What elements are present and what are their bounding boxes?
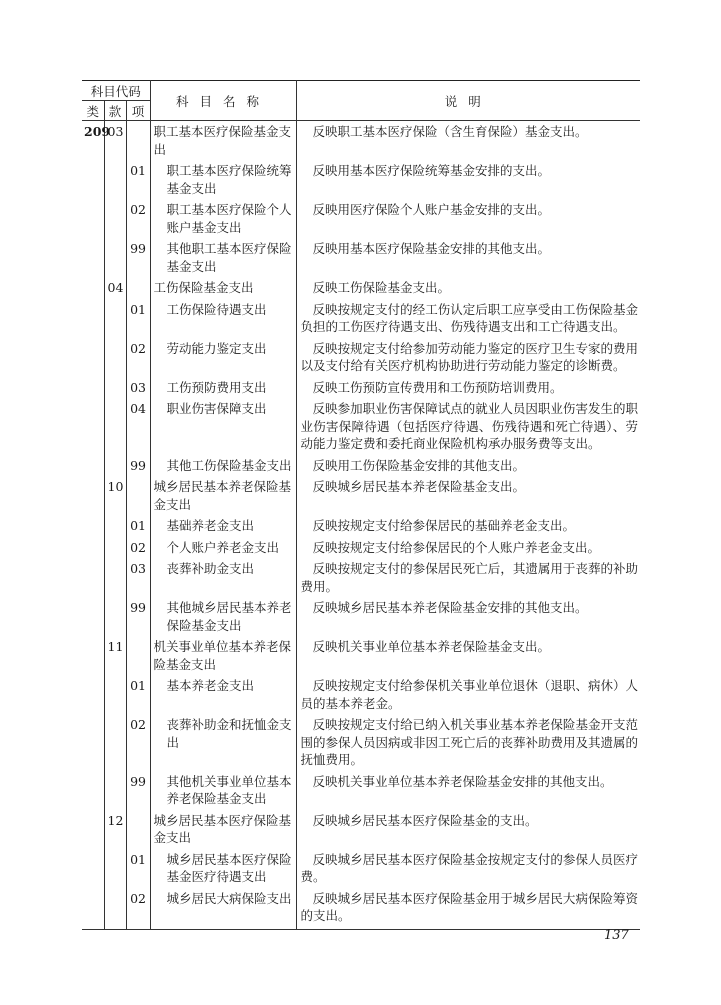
xiang-cell: 01 [126,299,150,338]
description-cell: 反映用基本医疗保险统筹基金安排的支出。 [312,163,551,178]
kuan-cell: 04 [104,277,126,299]
lei-cell: 209 [82,121,104,161]
description-cell: 反映参加职业伤害保障试点的就业人员因职业伤害发生的职业伤害保障待遇（包括医疗待遇、伤残待遇和死亡待遇）、劳动能力鉴定费和委托商业保险机构承办服务费等支出。 [300,401,639,451]
kuan-cell [104,338,126,377]
subject-name-cell: 基础养老金支出 [150,515,296,537]
table-row [82,121,640,161]
lei-cell [82,299,104,338]
kuan-cell [104,377,126,399]
table-row [82,160,640,199]
subject-name-cell: 工伤预防费用支出 [150,377,296,399]
xiang-cell: 02 [126,888,150,930]
xiang-cell: 01 [126,160,150,199]
table-header [82,81,640,121]
table-row [82,636,640,675]
subject-name-cell: 个人账户养老金支出 [150,537,296,559]
kuan-cell: 10 [104,476,126,515]
table-row [82,714,640,771]
xiang-cell: 02 [126,714,150,771]
description-cell: 反映城乡居民基本医疗保险基金用于城乡居民大病保险筹资的支出。 [296,888,640,930]
description-cell: 反映机关事业单位基本养老保险基金安排的其他支出。 [312,773,613,789]
xiang-cell [126,476,150,515]
page-number: 137 [604,928,629,943]
xiang-cell: 99 [126,455,150,477]
description-cell: 反映工伤保险基金支出。 [312,280,451,295]
description-cell: 反映按规定支付给参保居民的基础养老金支出。 [312,518,576,533]
description-cell: 反映按规定支付的参保居民死亡后，其遗属用于丧葬的补助费用。 [300,561,639,594]
table-row [82,377,640,399]
lei-cell [82,597,104,636]
description-cell: 反映用医疗保险个人账户基金安排的支出。 [312,202,551,217]
kuan-cell [104,455,126,477]
description-cell: 反映机关事业单位基本养老保险基金支出。 [312,639,551,654]
table-row [82,597,640,636]
subject-name-cell: 其他工伤保险基金支出 [150,455,296,477]
description-cell: 反映城乡居民基本医疗保险基金的支出。 [312,812,538,828]
subject-name-cell: 城乡居民基本医疗保险基金医疗待遇支出 [150,849,296,888]
lei-cell [82,338,104,377]
lei-cell [82,398,104,455]
kuan-cell [104,537,126,559]
lei-cell [82,377,104,399]
kuan-cell [104,714,126,771]
budget-subject-table [82,80,640,930]
lei-cell [82,714,104,771]
xiang-cell: 99 [126,597,150,636]
table-body [82,121,640,930]
kuan-cell [104,515,126,537]
subject-name-cell: 其他城乡居民基本养老保险基金支出 [150,597,296,636]
lei-cell [82,515,104,537]
kuan-header: 款 [104,101,126,121]
subject-name-cell: 工伤保险待遇支出 [150,299,296,338]
subject-name-cell: 城乡居民大病保险支出 [150,888,296,930]
kuan-cell [104,888,126,930]
description-cell: 反映按规定支付给参保机关事业单位退休（退职、病休）人员的基本养老金。 [300,678,639,711]
kuan-cell [104,558,126,597]
subject-name-cell: 职工基本医疗保险统筹基金支出 [150,160,296,199]
table-row [82,199,640,238]
lei-cell [82,849,104,888]
description-cell: 反映城乡居民基本养老保险基金安排的其他支出。 [312,600,588,615]
xiang-cell: 02 [126,537,150,559]
lei-cell [82,771,104,810]
subject-name-cell: 其他机关事业单位基本养老保险基金支出 [150,771,296,810]
lei-cell [82,455,104,477]
table-row [82,771,640,810]
kuan-cell [104,771,126,810]
description-cell: 反映用基本医疗保险基金安排的其他支出。 [312,241,551,256]
subject-name-cell: 工伤保险基金支出 [150,277,296,299]
description-cell: 反映城乡居民基本养老保险基金支出。 [312,479,526,494]
table-row [82,455,640,477]
kuan-cell [104,597,126,636]
table-row [82,398,640,455]
subject-name-cell: 职工基本医疗保险基金支出 [150,121,296,161]
lei-cell [82,160,104,199]
xiang-cell: 01 [126,515,150,537]
subject-name-cell: 城乡居民基本养老保险基金支出 [150,476,296,515]
table-row [82,888,640,930]
xiang-cell: 99 [126,238,150,277]
table-row [82,338,640,377]
kuan-cell [104,199,126,238]
description-cell: 反映按规定支付给参加劳动能力鉴定的医疗卫生专家的费用以及支付给有关医疗机构协助进行劳动能力鉴定的诊断费。 [300,340,639,373]
subject-name-cell: 丧葬补助金支出 [150,558,296,597]
table-row [82,277,640,299]
subject-name-cell: 职工基本医疗保险个人账户基金支出 [150,199,296,238]
lei-cell [82,476,104,515]
kuan-cell [104,398,126,455]
lei-cell [82,636,104,675]
description-cell: 反映按规定支付给已纳入机关事业基本养老保险基金开支范围的参保人员因病或非因工死亡后的丧葬补助费用及其遗属的抚恤费用。 [300,717,639,767]
subject-name-cell: 城乡居民基本医疗保险基金支出 [150,810,296,849]
xiang-cell [126,277,150,299]
kuan-cell [104,299,126,338]
xiang-cell: 01 [126,849,150,888]
kuan-cell [104,160,126,199]
lei-cell [82,558,104,597]
description-cell: 反映城乡居民基本医疗保险基金按规定支付的参保人员医疗费。 [300,851,639,884]
description-cell: 反映按规定支付给参保居民的个人账户养老金支出。 [312,539,601,555]
xiang-header: 项 [126,101,150,121]
xiang-cell [126,810,150,849]
subject-code-header: 科目代码 [82,81,150,101]
description-cell: 反映按规定支付的经工伤认定后职工应享受由工伤保险基金负担的工伤医疗待遇支出、伤残待遇支出和工亡待遇支出。 [300,301,639,334]
lei-cell [82,537,104,559]
subject-name-cell: 职业伤害保障支出 [150,398,296,455]
lei-cell [82,238,104,277]
kuan-cell [104,849,126,888]
lei-cell [82,888,104,930]
xiang-cell [126,636,150,675]
lei-header: 类 [82,101,104,121]
kuan-cell [104,675,126,714]
xiang-cell: 01 [126,675,150,714]
table-row [82,515,640,537]
kuan-cell: 03 [104,121,126,161]
subject-name-cell: 其他职工基本医疗保险基金支出 [150,238,296,277]
budget-subject-table-page [82,80,640,930]
description-cell: 反映职工基本医疗保险（含生育保险）基金支出。 [312,124,588,139]
lei-cell [82,199,104,238]
table-row [82,299,640,338]
table-row [82,558,640,597]
xiang-cell [126,121,150,161]
table-row [82,537,640,559]
lei-cell [82,675,104,714]
subject-name-cell: 丧葬补助金和抚恤金支出 [150,714,296,771]
lei-cell [82,277,104,299]
description-cell: 反映工伤预防宣传费用和工伤预防培训费用。 [312,379,563,395]
description-cell: 反映用工伤保险基金安排的其他支出。 [312,457,526,473]
kuan-cell [104,238,126,277]
table-row [82,675,640,714]
lei-cell [82,810,104,849]
subject-name-cell: 机关事业单位基本养老保险基金支出 [150,636,296,675]
xiang-cell: 03 [126,558,150,597]
xiang-cell: 02 [126,199,150,238]
xiang-cell: 02 [126,338,150,377]
subject-name-cell: 基本养老金支出 [150,675,296,714]
table-row [82,476,640,515]
xiang-cell: 03 [126,377,150,399]
description-header: 说明 [296,81,640,121]
kuan-cell: 12 [104,810,126,849]
xiang-cell: 04 [126,398,150,455]
subject-name-header: 科目名称 [150,81,296,121]
subject-name-cell: 劳动能力鉴定支出 [150,338,296,377]
table-row [82,849,640,888]
xiang-cell: 99 [126,771,150,810]
kuan-cell: 11 [104,636,126,675]
table-row [82,810,640,849]
table-row [82,238,640,277]
